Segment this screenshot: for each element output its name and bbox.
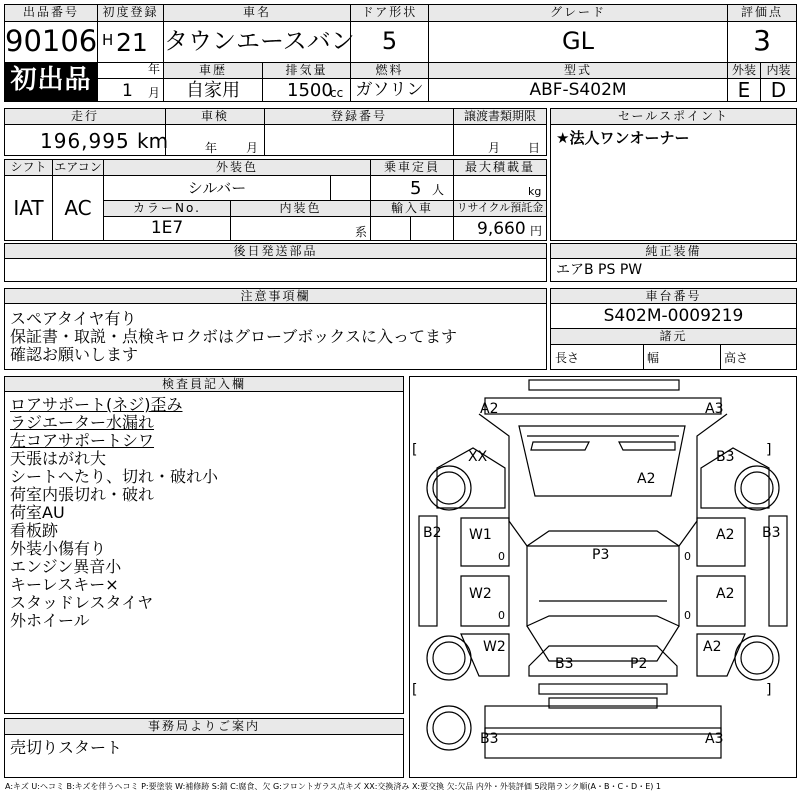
damage-w1: W1 <box>469 527 492 543</box>
inspector-note: スタッドレスタイヤ <box>10 593 154 612</box>
model-code-value: ABF-S402M <box>529 80 627 100</box>
max-load-unit: kg <box>528 185 542 198</box>
zero-mark: 0 <box>684 609 691 622</box>
office-note: 売切りスタート <box>10 738 123 757</box>
score-value: 3 <box>753 24 771 57</box>
damage-a3-rear-right: A3 <box>705 731 724 747</box>
damage-a2-right-2: A2 <box>716 586 735 602</box>
office-header: 事務局よりご案内 <box>5 719 403 734</box>
inspector-note: 左コアサポートシワ <box>10 431 155 450</box>
damage-b3-rear-left: B3 <box>480 731 499 747</box>
damage-b3-back: B3 <box>555 656 574 672</box>
interior-header: 内装 <box>761 63 796 78</box>
first-reg-era: H <box>102 31 114 49</box>
sales-point-block <box>550 108 797 241</box>
displacement-value: 1500 <box>287 80 333 101</box>
fuel-header: 燃料 <box>351 63 428 78</box>
history-header: 車歴 <box>164 63 262 78</box>
mileage-value: 196,995 <box>40 129 130 153</box>
chassis-header: 車台番号 <box>551 289 796 303</box>
notes-line: 保証書・取説・点検キロクボはグローブボックスに入ってます <box>10 327 458 346</box>
history-value: 自家用 <box>186 80 240 101</box>
legend: A:キズ U:ヘコミ B:キズを伴うヘコミ P:要塗装 W:補修跡 S:錆 C:腐食、欠 G:フロントガラス点キズ XX:交換済み X:要交換 欠:欠品 内外・外装評価 5段階ランク順(A・B・C・D・E) 1 <box>5 782 662 791</box>
inspector-note: 外ホイール <box>10 611 90 630</box>
notes-text <box>10 310 457 364</box>
recycle-header: リサイクル預託金 <box>454 201 546 216</box>
inspector-note: シートへたり、切れ・破れ小 <box>10 467 219 486</box>
first-reg-year-unit: 年 <box>148 62 161 76</box>
int-color-unit: 系 <box>355 225 368 239</box>
inspector-note: キーレスキー× <box>10 575 119 594</box>
import-header: 輸入車 <box>371 201 453 216</box>
grade-header: グレード <box>429 5 727 21</box>
color-no-header: カラーNo. <box>104 201 230 216</box>
first-reg-month-unit: 月 <box>148 86 161 100</box>
damage-p3-roof: P3 <box>592 547 610 563</box>
inspector-note: 荷室内張切れ・破れ <box>10 485 155 504</box>
max-load-header: 最大積載量 <box>454 160 546 175</box>
reg-no-header: 登録番号 <box>265 109 453 124</box>
sales-point-value: ★法人ワンオーナー <box>556 129 690 147</box>
car-name: タウンエースバン <box>164 27 355 55</box>
inspector-note: 看板跡 <box>10 521 59 540</box>
inspector-notes <box>10 396 218 630</box>
inspection-year-unit: 年 <box>205 141 218 155</box>
ext-color-value: シルバー <box>187 179 247 197</box>
inspector-note: 天張はがれ大 <box>10 449 107 468</box>
inspector-header: 検査員記入欄 <box>5 377 403 391</box>
zero-mark: 0 <box>684 550 691 563</box>
inspector-note: 荷室AU <box>10 503 65 522</box>
inspection-header: 車検 <box>166 109 264 124</box>
spec-length: 長さ <box>555 351 580 365</box>
spec-height: 高さ <box>724 351 749 365</box>
ext-color-header: 外装色 <box>104 160 370 175</box>
transfer-deadline-header: 譲渡書類期限 <box>454 109 546 124</box>
door-value: 5 <box>381 27 398 55</box>
chassis-number: S402M-0009219 <box>603 306 744 326</box>
capacity-header: 乗車定員 <box>371 160 453 175</box>
first-reg-year: 21 <box>116 28 148 57</box>
capacity-unit: 人 <box>432 183 445 197</box>
door-header: ドア形状 <box>351 5 428 21</box>
damage-a2-front-left: A2 <box>480 401 499 417</box>
int-color-header: 内装色 <box>231 201 370 216</box>
equipment-value: エアB PS PW <box>556 262 643 278</box>
fuel-value: ガソリン <box>355 80 424 100</box>
sales-point-header: セールスポイント <box>551 109 796 124</box>
notes-header: 注意事項欄 <box>5 289 546 303</box>
spec-width: 幅 <box>647 351 660 365</box>
bracket-mark: [ <box>412 442 418 458</box>
notes-line: スペアタイヤ有り <box>10 309 137 328</box>
damage-xx: XX <box>468 449 488 465</box>
first-listing-text: 初出品 <box>10 65 92 95</box>
bracket-mark: ] <box>766 682 772 698</box>
inspector-note: エンジン異音小 <box>10 557 122 576</box>
car-name-header: 車名 <box>164 5 350 21</box>
specs-header: 諸元 <box>551 329 796 344</box>
notes-line: 確認お願いします <box>10 345 139 364</box>
equipment-header: 純正装備 <box>551 244 796 258</box>
damage-w2-left-1: W2 <box>469 586 492 602</box>
first-reg-header: 初度登録 <box>98 5 163 21</box>
damage-a3-front-right: A3 <box>705 401 724 417</box>
inspection-month-unit: 月 <box>246 141 259 155</box>
shift-header: シフト <box>5 160 52 175</box>
aircon-value: AC <box>64 196 92 220</box>
recycle-unit: 円 <box>530 224 543 238</box>
later-parts-header: 後日発送部品 <box>5 244 546 258</box>
exterior-header: 外装 <box>728 63 760 78</box>
displacement-header: 排気量 <box>263 63 350 78</box>
interior-grade: D <box>770 78 787 102</box>
score-header: 評価点 <box>728 5 796 21</box>
shift-value: IAT <box>13 196 44 220</box>
damage-a2-right-1: A2 <box>716 527 735 543</box>
deadline-day-unit: 日 <box>528 141 541 155</box>
zero-mark: 0 <box>498 609 505 622</box>
damage-a2-right-3: A2 <box>703 639 722 655</box>
model-code-header: 型式 <box>429 63 727 78</box>
aircon-header: エアコン <box>54 160 102 174</box>
recycle-value: 9,660 <box>477 219 526 239</box>
mileage-unit: km <box>137 129 169 153</box>
deadline-month-unit: 月 <box>488 141 501 155</box>
bracket-mark: [ <box>412 682 418 698</box>
capacity-value: 5 <box>410 178 422 199</box>
first-reg-month: 1 <box>122 81 133 101</box>
damage-b3-right: B3 <box>716 449 735 465</box>
inspector-note: 外装小傷有り <box>10 539 107 558</box>
inspector-note: ロアサポート(ネジ)歪み <box>10 395 183 414</box>
color-no-value: 1E7 <box>150 218 184 238</box>
damage-a2-hood: A2 <box>637 471 656 487</box>
lot-no-header: 出品番号 <box>5 5 97 21</box>
bracket-mark: ] <box>766 442 772 458</box>
lot-number: 90106 <box>5 24 98 58</box>
car-diagram-svg <box>409 376 797 778</box>
displacement-unit: cc <box>330 86 344 100</box>
zero-mark: 0 <box>498 550 505 563</box>
damage-p2-back: P2 <box>630 656 648 672</box>
exterior-grade: E <box>737 78 751 102</box>
damage-w2-left-2: W2 <box>483 639 506 655</box>
damage-b3-right-rocker: B3 <box>762 525 781 541</box>
mileage-header: 走行 <box>5 109 165 124</box>
damage-b2-left: B2 <box>423 525 442 541</box>
grade-value: GL <box>562 27 594 55</box>
inspector-note: ラジエーター水漏れ <box>10 413 155 432</box>
